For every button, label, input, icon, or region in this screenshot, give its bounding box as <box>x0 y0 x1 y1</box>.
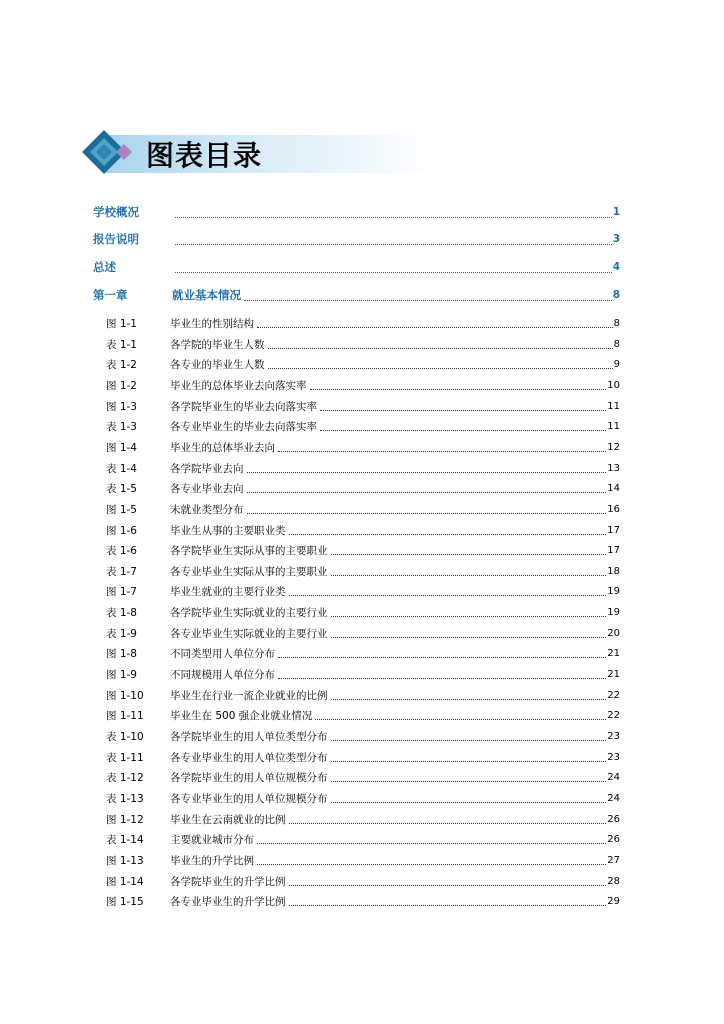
dot-leader <box>331 772 607 782</box>
toc-entry[interactable] <box>0 747 724 767</box>
toc-entry-title: 就业基本情况 <box>172 288 241 302</box>
toc-entry-page: 10 <box>607 379 620 391</box>
toc-entry-title: 毕业生的性别结构 <box>170 317 254 330</box>
toc-entry-page: 9 <box>613 358 620 370</box>
toc-entry[interactable] <box>0 581 724 601</box>
toc-entry-title: 各专业毕业生实际从事的主要职业 <box>170 565 328 578</box>
toc-entry-title: 毕业生的总体毕业去向 <box>170 441 275 454</box>
toc-entry-label: 表 1-4 <box>106 462 137 475</box>
toc-entry-page: 26 <box>607 833 620 845</box>
dot-leader <box>278 442 606 452</box>
toc-entry-label: 图 1-8 <box>106 647 137 660</box>
toc-entry-label: 总述 <box>93 260 116 274</box>
dot-leader <box>278 669 606 679</box>
toc-entry[interactable] <box>0 643 724 663</box>
toc-entry-page: 17 <box>607 544 620 556</box>
toc-entry[interactable] <box>0 891 724 911</box>
toc-entry-label: 学校概况 <box>93 205 139 219</box>
dot-leader <box>320 401 606 411</box>
dot-leader <box>278 648 606 658</box>
toc-entry-label: 表 1-6 <box>106 544 137 557</box>
toc-entry-label: 图 1-7 <box>106 585 137 598</box>
toc-entry-page: 8 <box>613 317 620 329</box>
dot-leader <box>175 234 612 245</box>
toc-entry-title: 各专业毕业生的用人单位规模分布 <box>170 792 328 805</box>
toc-entry-title: 各学院的毕业生人数 <box>170 338 265 351</box>
toc-entry-label: 图 1-2 <box>106 379 137 392</box>
dot-leader <box>331 731 607 741</box>
toc-entry-label: 图 1-5 <box>106 503 137 516</box>
dot-leader <box>244 290 612 301</box>
toc-entry-title: 各学院毕业生实际从事的主要职业 <box>170 544 328 557</box>
toc-entry-label: 表 1-10 <box>106 730 144 743</box>
toc-entry-title: 主要就业城市分布 <box>170 833 254 846</box>
toc-entry-title: 各专业毕业生实际就业的主要行业 <box>170 627 328 640</box>
toc-entry[interactable] <box>0 705 724 725</box>
toc-entry-title: 不同类型用人单位分布 <box>170 647 275 660</box>
toc-entry-title: 各专业毕业去向 <box>170 482 244 495</box>
toc-entry-label: 表 1-7 <box>106 565 137 578</box>
toc-entry[interactable] <box>0 829 724 849</box>
toc-entry-label: 图 1-1 <box>106 317 137 330</box>
dot-leader <box>331 545 607 555</box>
toc-entry-page: 24 <box>607 771 620 783</box>
toc-entry[interactable] <box>0 334 724 354</box>
toc-entry-label: 图 1-3 <box>106 400 137 413</box>
toc-entry[interactable] <box>0 540 724 560</box>
toc-entry-title: 各学院毕业生的升学比例 <box>170 875 286 888</box>
toc-entry-page: 24 <box>607 792 620 804</box>
toc-entry[interactable] <box>0 664 724 684</box>
toc-entry[interactable] <box>0 375 724 395</box>
toc-entry[interactable] <box>0 871 724 891</box>
toc-entry-title: 毕业生的升学比例 <box>170 854 254 867</box>
toc-entry-label: 图 1-10 <box>106 689 144 702</box>
toc-entry[interactable] <box>0 726 724 746</box>
toc-entry-label: 表 1-12 <box>106 771 144 784</box>
toc-entry-page: 28 <box>607 875 620 887</box>
toc-entry-page: 8 <box>613 338 620 350</box>
toc-entry-title: 不同规模用人单位分布 <box>170 668 275 681</box>
dot-leader <box>289 876 607 886</box>
toc-entry-page: 12 <box>607 441 620 453</box>
dot-leader <box>257 855 606 865</box>
toc-entry-label: 表 1-11 <box>106 751 144 764</box>
dot-leader <box>268 359 613 369</box>
toc-entry-label: 表 1-1 <box>106 338 137 351</box>
toc-entry-title: 毕业生从事的主要职业类 <box>170 524 286 537</box>
toc-entry-page: 26 <box>607 813 620 825</box>
toc-entry-label: 图 1-12 <box>106 813 144 826</box>
toc-entry[interactable] <box>0 458 724 478</box>
dot-leader <box>310 380 607 390</box>
dot-leader <box>247 463 607 473</box>
toc-entry-title: 毕业生的总体毕业去向落实率 <box>170 379 307 392</box>
dot-leader <box>289 586 607 596</box>
dot-leader <box>289 525 607 535</box>
dot-leader <box>315 710 606 720</box>
toc-entry-label: 图 1-11 <box>106 709 144 722</box>
diamond-logo-icon <box>82 128 142 176</box>
dot-leader <box>247 483 607 493</box>
toc-entry-page: 18 <box>607 565 620 577</box>
toc-entry-page: 19 <box>607 606 620 618</box>
toc-entry[interactable] <box>0 396 724 416</box>
dot-leader <box>289 814 607 824</box>
toc-entry-label: 图 1-4 <box>106 441 137 454</box>
toc-entry[interactable] <box>0 561 724 581</box>
toc-entry-label: 图 1-9 <box>106 668 137 681</box>
toc-entry-page: 22 <box>607 709 620 721</box>
toc-entry-title: 毕业生在 500 强企业就业情况 <box>170 709 313 722</box>
toc-entry-page: 23 <box>607 730 620 742</box>
toc-entry-label: 表 1-8 <box>106 606 137 619</box>
dot-leader <box>331 628 607 638</box>
toc-entry[interactable] <box>0 354 724 374</box>
dot-leader <box>331 752 607 762</box>
toc-entry-label: 表 1-3 <box>106 420 137 433</box>
dot-leader <box>175 207 612 218</box>
dot-leader <box>331 793 607 803</box>
dot-leader <box>320 421 606 431</box>
toc-entry-page: 8 <box>612 289 620 301</box>
toc-entry-label: 第一章 <box>93 288 128 302</box>
toc-entry-page: 27 <box>607 854 620 866</box>
toc-entry-title: 各专业毕业生的用人单位类型分布 <box>170 751 328 764</box>
toc-entry-title: 各学院毕业生实际就业的主要行业 <box>170 606 328 619</box>
toc-entry-title: 各学院毕业去向 <box>170 462 244 475</box>
toc-entry-page: 29 <box>607 895 620 907</box>
toc-entry-title: 毕业生在行业一流企业就业的比例 <box>170 689 328 702</box>
toc-entry[interactable] <box>0 229 724 249</box>
dot-leader <box>247 504 607 514</box>
toc-entry-page: 23 <box>607 751 620 763</box>
dot-leader <box>175 262 612 273</box>
toc-entry-title: 各专业的毕业生人数 <box>170 358 265 371</box>
toc-entry[interactable] <box>0 499 724 519</box>
toc-entry[interactable] <box>0 809 724 829</box>
toc-entry-title: 毕业生在云南就业的比例 <box>170 813 286 826</box>
toc-entry-page: 11 <box>607 420 620 432</box>
toc-entry-page: 14 <box>607 482 620 494</box>
dot-leader <box>331 690 607 700</box>
toc-entry-label: 图 1-15 <box>106 895 144 908</box>
toc-entry[interactable] <box>0 520 724 540</box>
toc-entry-title: 各学院毕业生的毕业去向落实率 <box>170 400 317 413</box>
dot-leader <box>268 339 613 349</box>
toc-entry[interactable] <box>0 257 724 277</box>
toc-entry-page: 16 <box>607 503 620 515</box>
toc-entry-label: 图 1-13 <box>106 854 144 867</box>
toc-entry-page: 13 <box>607 462 620 474</box>
toc-entry-label: 表 1-9 <box>106 627 137 640</box>
dot-leader <box>331 607 607 617</box>
toc-entry-page: 19 <box>607 585 620 597</box>
toc-entry[interactable] <box>0 850 724 870</box>
dot-leader <box>331 566 607 576</box>
toc-entry-label: 表 1-14 <box>106 833 144 846</box>
toc-entry-label: 表 1-2 <box>106 358 137 371</box>
toc-entry-title: 未就业类型分布 <box>170 503 244 516</box>
toc-entry[interactable] <box>0 602 724 622</box>
dot-leader <box>257 318 613 328</box>
toc-entry-title: 毕业生就业的主要行业类 <box>170 585 286 598</box>
page-title: 图表目录 <box>146 139 263 172</box>
toc-entry-label: 表 1-13 <box>106 792 144 805</box>
toc-entry[interactable] <box>0 313 724 333</box>
toc-entry-label: 表 1-5 <box>106 482 137 495</box>
toc-entry-page: 4 <box>612 261 620 273</box>
toc-entry[interactable] <box>0 623 724 643</box>
toc-entry[interactable] <box>0 685 724 705</box>
toc-entry-label: 图 1-14 <box>106 875 144 888</box>
toc-entry-title: 各专业毕业生的升学比例 <box>170 895 286 908</box>
toc-entry-label: 报告说明 <box>93 232 139 246</box>
toc-entry-page: 21 <box>607 647 620 659</box>
dot-leader <box>289 896 607 906</box>
toc-entry-label: 图 1-6 <box>106 524 137 537</box>
dot-leader <box>257 834 606 844</box>
toc-header <box>82 128 442 176</box>
toc-entry-page: 11 <box>607 400 620 412</box>
toc-entry[interactable] <box>0 788 724 808</box>
toc-entry[interactable] <box>0 437 724 457</box>
toc-entry-page: 21 <box>607 668 620 680</box>
toc-entry-title: 各学院毕业生的用人单位规模分布 <box>170 771 328 784</box>
toc-entry-title: 各学院毕业生的用人单位类型分布 <box>170 730 328 743</box>
toc-entry-page: 3 <box>612 233 620 245</box>
toc-entry-page: 1 <box>612 206 620 218</box>
toc-entry[interactable] <box>0 416 724 436</box>
toc-entry-page: 20 <box>607 627 620 639</box>
toc-entry[interactable] <box>0 767 724 787</box>
toc-entry-title: 各专业毕业生的毕业去向落实率 <box>170 420 317 433</box>
toc-entry[interactable] <box>0 285 724 305</box>
toc-entry-page: 17 <box>607 524 620 536</box>
toc-entry[interactable] <box>0 478 724 498</box>
toc-entry-page: 22 <box>607 689 620 701</box>
toc-entry[interactable] <box>0 202 724 222</box>
